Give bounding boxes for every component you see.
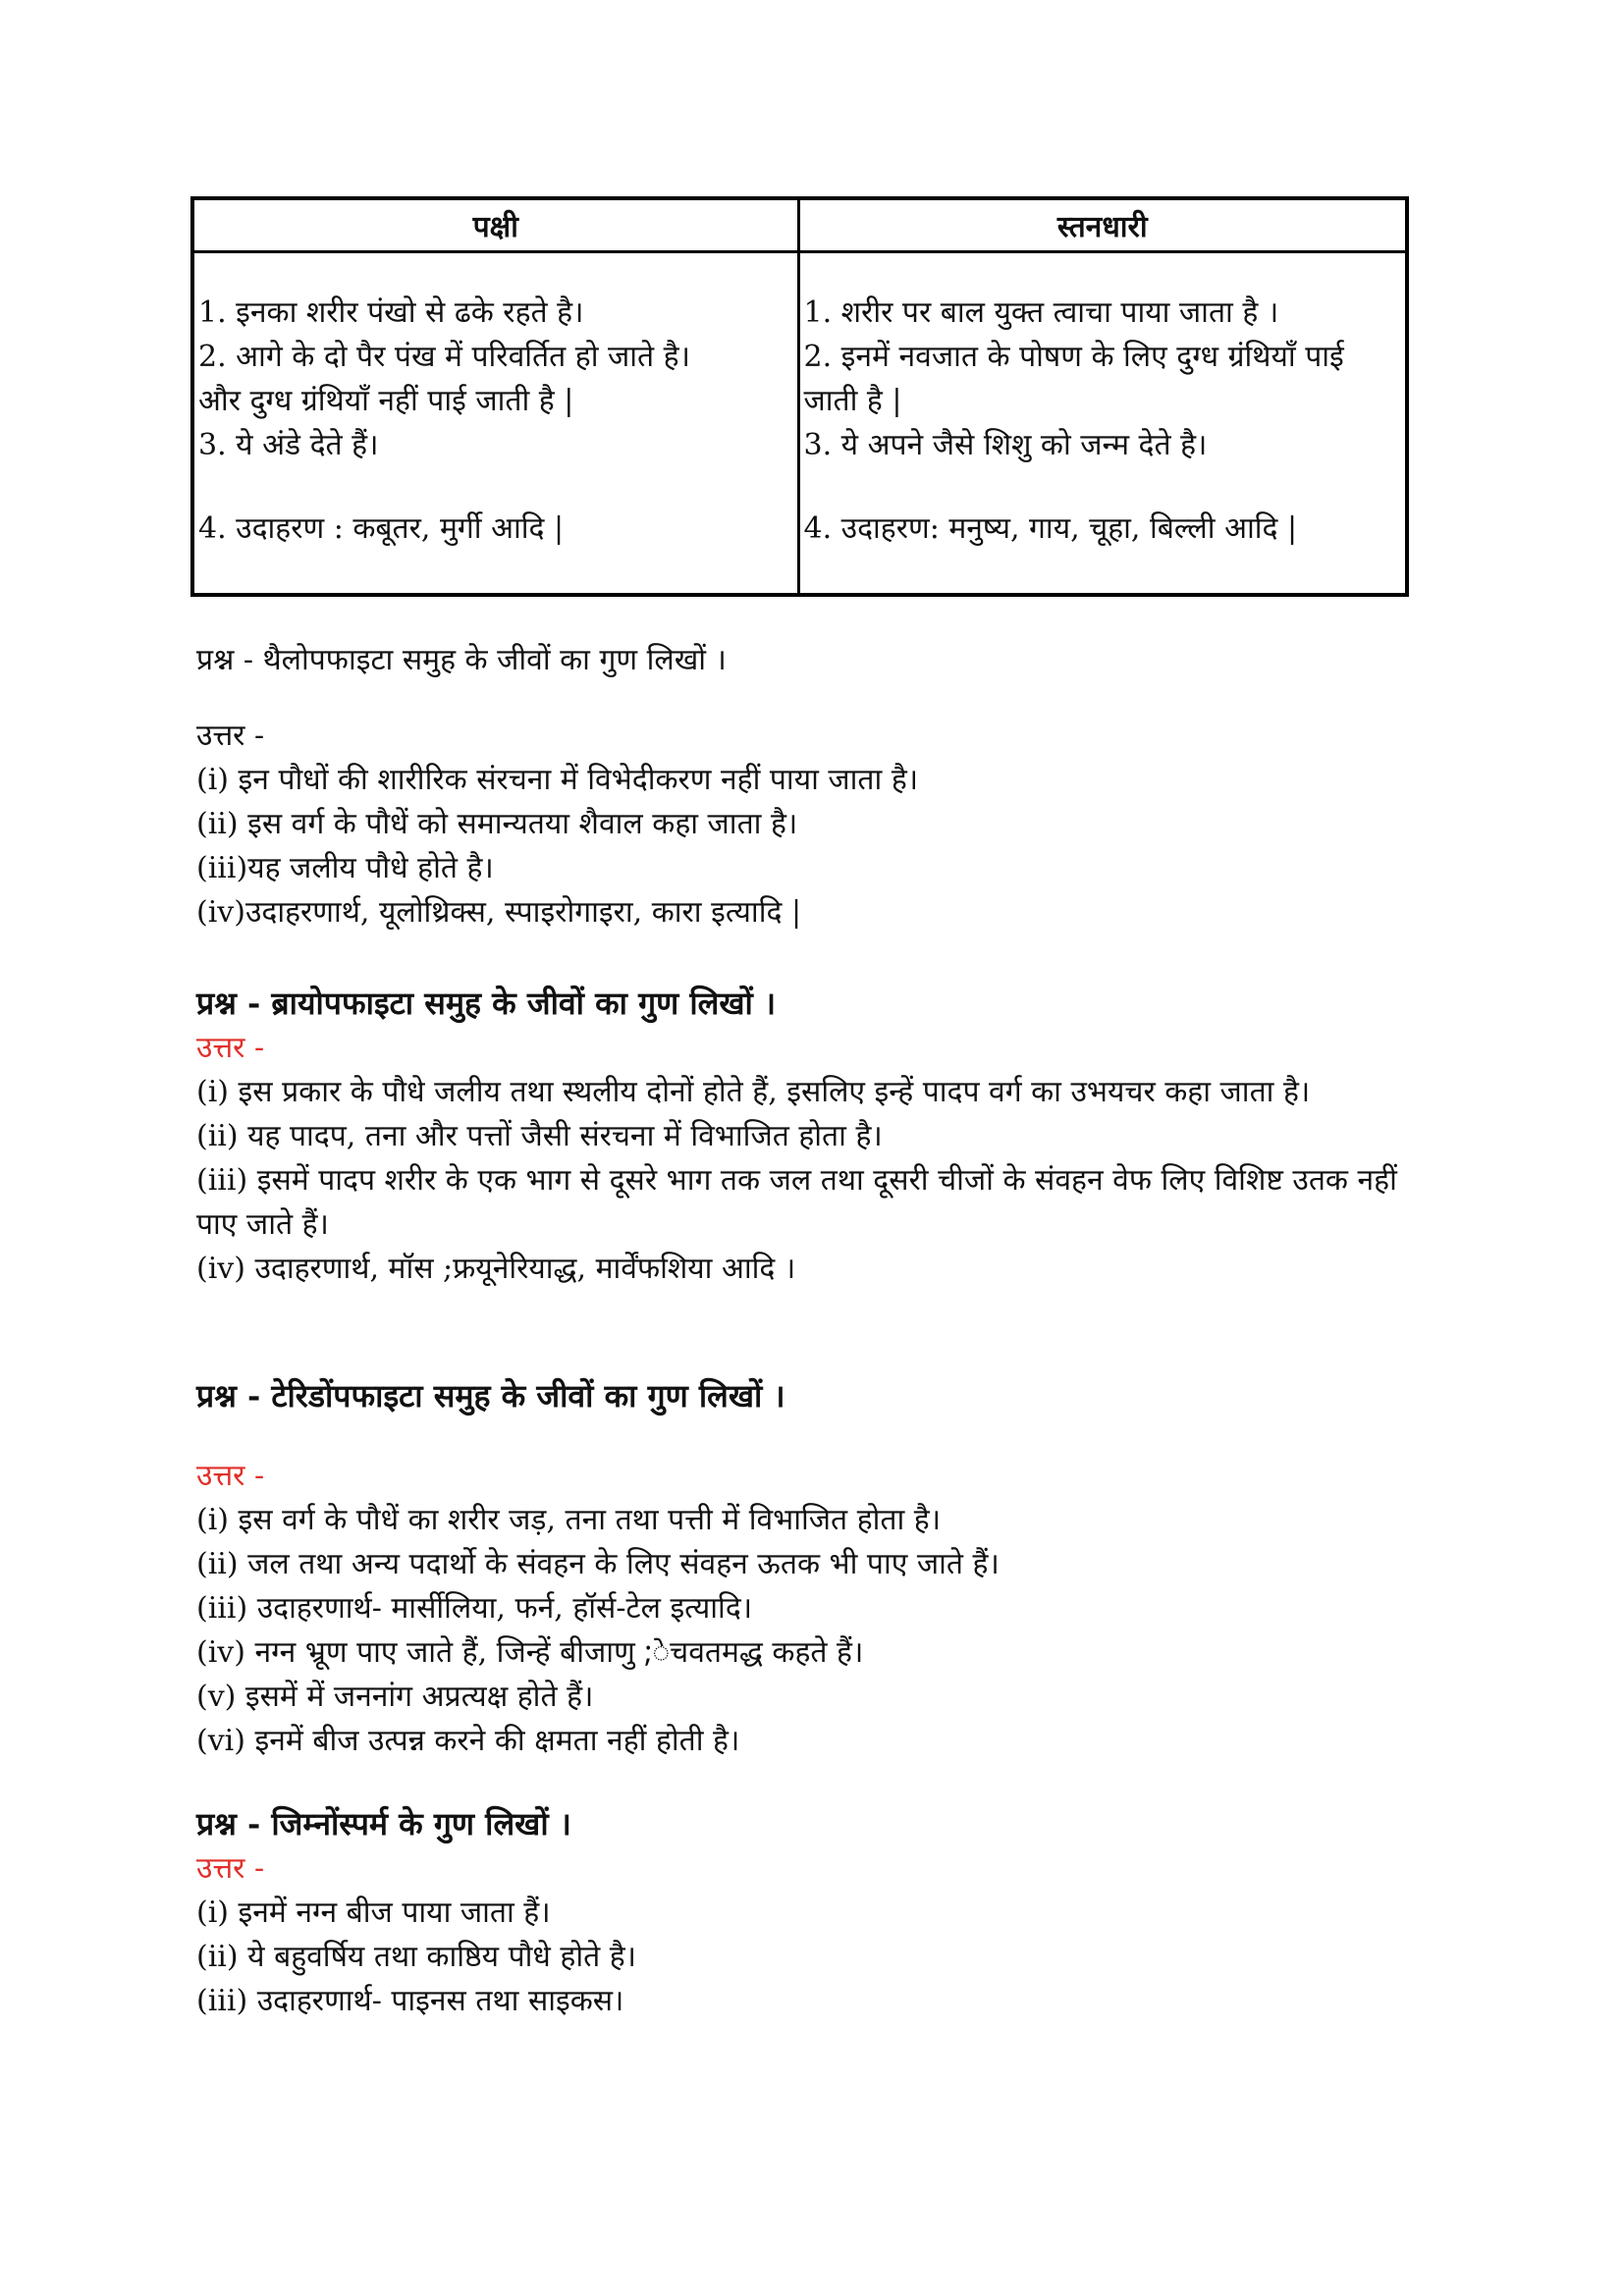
answer-item: (iii)यह जलीय पौधे होते है। <box>196 851 494 885</box>
table-header-mammals: स्तनधारी <box>800 200 1406 253</box>
answer-item: (ii) जल तथा अन्य पदार्थो के संवहन के लिए संवहन ऊतक भी पाए जाते हैं। <box>196 1547 1000 1581</box>
section-pteridophyta <box>196 1374 1424 1763</box>
birds-line: 3. ये अंडे देते हैं। <box>198 428 379 462</box>
section-thallophyta <box>196 638 1424 934</box>
birds-line: 4. उदाहरण : कबूतर, मुर्गी आदि | <box>198 511 565 546</box>
answer-item: (v) इसमें में जननांग अप्रत्यक्ष होते हैं। <box>196 1680 594 1714</box>
table-header-birds: पक्षी <box>194 200 800 253</box>
birds-cell <box>194 253 800 593</box>
mammals-cell <box>800 253 1406 593</box>
answer-item: (iv) उदाहरणार्थ, मॉस ;फ्रयूनेरियाद्ध, मार्वेंफशिया आदि । <box>196 1252 796 1286</box>
question-heading: प्रश्न - ब्रायोपफाइटा समुह के जीवों का गुण लिखों । <box>196 985 777 1022</box>
mammals-line: 3. ये अपने जैसे शिशु को जन्म देते है। <box>803 428 1208 462</box>
answer-item: (ii) इस वर्ग के पौधें को समान्यतया शैवाल कहा जाता है। <box>196 807 798 841</box>
answer-item: (iii) इसमें पादप शरीर के एक भाग से दूसरे भाग तक जल तथा दूसरी चीजों के संवहन वेफ लिए विशिष्ट उतक नहीं पाए जाते हैं। <box>196 1163 1397 1242</box>
answer-label: उत्तर - <box>196 1851 265 1886</box>
answer-item: (iii) उदाहरणार्थ- पाइनस तथा साइकस। <box>196 1984 624 2018</box>
answer-label: उत्तर - <box>196 1459 265 1493</box>
answer-item: (i) इस वर्ग के पौधें का शरीर जड़, तना तथा पत्ती में विभाजित होता है। <box>196 1503 942 1537</box>
section-bryophyta <box>196 982 1424 1291</box>
answer-item: (i) इस प्रकार के पौधे जलीय तथा स्थलीय दोनों होते हैं, इसलिए इन्हें पादप वर्ग का उभयचर कहा जाता है। <box>196 1075 1311 1109</box>
mammals-line: 1. शरीर पर बाल युक्त त्वाचा पाया जाता है । <box>803 295 1279 330</box>
answer-label: उत्तर - <box>196 1031 265 1065</box>
answer-item: (iv)उदाहरणार्थ, यूलोथ्रिक्स, स्पाइरोगाइरा, कारा इत्यादि | <box>196 895 802 930</box>
birds-line: 1. इनका शरीर पंखो से ढके रहते है। <box>198 295 584 330</box>
answer-item: (i) इनमें नग्न बीज पाया जाता हैं। <box>196 1896 551 1930</box>
answer-item: (i) इन पौधों की शारीरिक संरचना में विभेदीकरण नहीं पाया जाता है। <box>196 763 919 797</box>
answer-item: (iv) नग्न भ्रूण पाए जाते हैं, जिन्हें बीजाणु ;ेचवतमद्ध कहते हैं। <box>196 1635 864 1670</box>
mammals-line: जाती है | <box>803 384 902 418</box>
comparison-table <box>190 196 1409 597</box>
birds-line: 2. आगे के दो पैर पंख में परिवर्तित हो जाते है। <box>198 340 690 374</box>
mammals-line: 4. उदाहरण: मनुष्य, गाय, चूहा, बिल्ली आदि | <box>803 511 1298 546</box>
birds-line: और दुग्ध ग्रंथियाँ नहीं पाई जाती है | <box>198 384 574 418</box>
answer-label: उत्तर - <box>196 719 265 753</box>
question-heading: प्रश्न - टेरिडोंपफाइटा समुह के जीवों का गुण लिखों । <box>196 1377 785 1415</box>
answer-item: (ii) यह पादप, तना और पत्तों जैसी संरचना में विभाजित होता है। <box>196 1119 883 1153</box>
mammals-line: 2. इनमें नवजात के पोषण के लिए दुग्ध ग्रंथियाँ पाई <box>803 340 1344 374</box>
answer-item: (ii) ये बहुवर्षिय तथा काष्ठिय पौधे होते है। <box>196 1940 637 1974</box>
section-gymnosperm <box>196 1802 1424 2023</box>
question-heading: प्रश्न - थैलोपफाइटा समुह के जीवों का गुण लिखों । <box>196 643 727 677</box>
answer-item: (vi) इनमें बीज उत्पन्न करने की क्षमता नहीं होती है। <box>196 1724 740 1758</box>
answer-item: (iii) उदाहरणार्थ- मार्सीलिया, फर्न, हॉर्स-टेल इत्यादि। <box>196 1591 753 1626</box>
question-heading: प्रश्न - जिम्नोंस्पर्म के गुण लिखों । <box>196 1805 571 1842</box>
